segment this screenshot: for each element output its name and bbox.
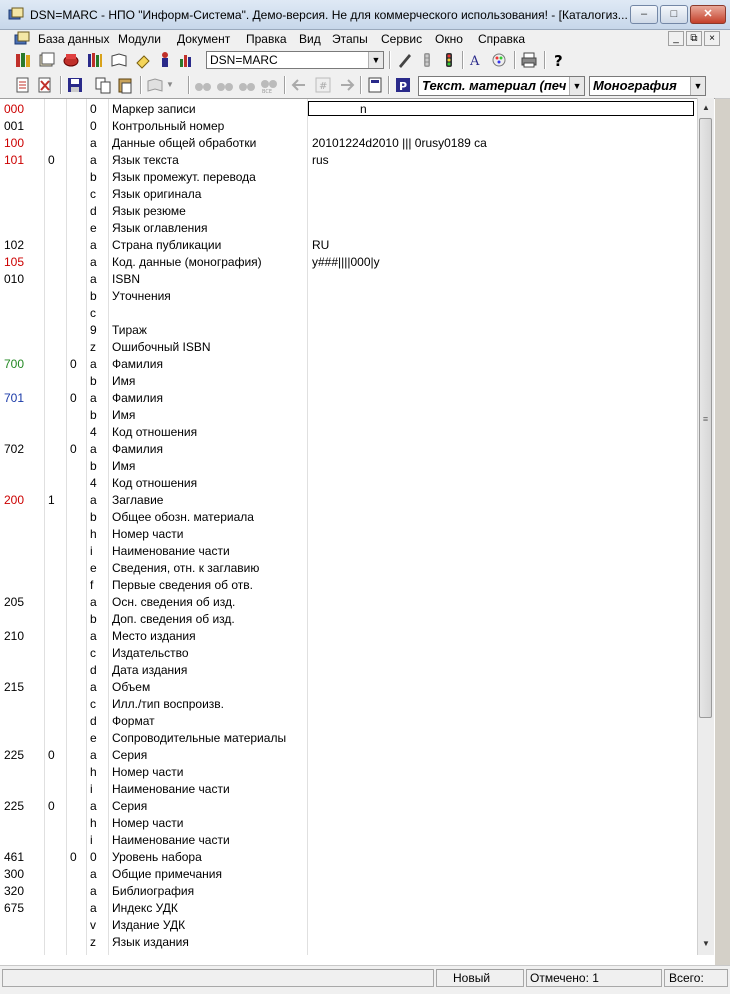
subfield-code: a: [90, 748, 97, 762]
marc-record-grid: [0, 98, 715, 956]
circulation-icon[interactable]: [86, 51, 104, 69]
copy-icon[interactable]: [94, 76, 112, 94]
paste-icon[interactable]: [116, 76, 134, 94]
chevron-down-icon[interactable]: ▼: [368, 52, 383, 68]
status-bar: [0, 965, 730, 994]
table-row[interactable]: [0, 611, 715, 628]
search-all-icon[interactable]: [260, 76, 278, 94]
field-name: Номер части: [112, 765, 184, 779]
material-type-value: Текст. материал (печ: [422, 78, 567, 93]
subfield-code: d: [90, 714, 97, 728]
chevron-down-icon[interactable]: ▼: [166, 80, 174, 89]
subfield-code: h: [90, 765, 97, 779]
field-name: Язык текста: [112, 153, 179, 167]
table-row[interactable]: [0, 849, 715, 866]
scroll-down-arrow-icon[interactable]: ▼: [702, 939, 710, 948]
delete-record-icon[interactable]: [36, 76, 54, 94]
font-icon[interactable]: [468, 51, 486, 69]
table-row[interactable]: [0, 288, 715, 305]
field-name: Ошибочный ISBN: [112, 340, 211, 354]
window-title: DSN=MARC - НПО "Информ-Система". Демо-версия. Не для коммерческого использования! - [Каталогиз...: [30, 8, 628, 22]
field-tag: 000: [4, 102, 25, 116]
field-name: Первые сведения об отв.: [112, 578, 253, 592]
table-row[interactable]: [0, 424, 715, 441]
table-row[interactable]: [0, 866, 715, 883]
search-prev-icon[interactable]: [216, 76, 234, 94]
subfield-code: a: [90, 136, 97, 150]
field-name: Страна публикации: [112, 238, 222, 252]
table-row[interactable]: [0, 696, 715, 713]
table-row[interactable]: [0, 594, 715, 611]
subfield-code: c: [90, 187, 96, 201]
table-row[interactable]: [0, 577, 715, 594]
record-kind-combo[interactable]: [589, 76, 706, 96]
child-minimize-button[interactable]: _: [668, 31, 684, 46]
toolbar-separator: [514, 51, 516, 69]
catalog-icon[interactable]: [38, 51, 56, 69]
table-row[interactable]: [0, 509, 715, 526]
field-name: ISBN: [112, 272, 141, 286]
field-name: Тираж: [112, 323, 147, 337]
subfield-code: a: [90, 357, 97, 371]
table-row[interactable]: [0, 458, 715, 475]
subfield-code: c: [90, 306, 96, 320]
field-name: Номер части: [112, 816, 184, 830]
field-name: Фамилия: [112, 391, 163, 405]
subfield-code: i: [90, 782, 93, 796]
table-row[interactable]: [0, 747, 715, 764]
table-row[interactable]: [0, 271, 715, 288]
properties-icon[interactable]: [394, 76, 412, 94]
table-row[interactable]: [0, 764, 715, 781]
subfield-code: 0: [90, 850, 97, 864]
calculator-icon[interactable]: [366, 76, 384, 94]
table-row[interactable]: [0, 152, 715, 169]
field-name: Осн. сведения об изд.: [112, 595, 236, 609]
table-row[interactable]: [0, 118, 715, 135]
table-row[interactable]: [0, 169, 715, 186]
subfield-code: a: [90, 493, 97, 507]
field-tag: 205: [4, 595, 25, 609]
field-name: Издательство: [112, 646, 189, 660]
field-name: Серия: [112, 799, 148, 813]
subfield-code: z: [90, 935, 96, 949]
material-type-combo[interactable]: [418, 76, 585, 96]
field-name: Код. данные (монография): [112, 255, 262, 269]
subfield-code: a: [90, 272, 97, 286]
field-name: Доп. сведения об изд.: [112, 612, 235, 626]
table-row[interactable]: [0, 492, 715, 509]
subfield-code: e: [90, 221, 97, 235]
toolbar-separator: [388, 76, 390, 94]
indicator-2: 0: [70, 391, 77, 405]
field-name: Библиография: [112, 884, 195, 898]
subfield-code: a: [90, 799, 97, 813]
field-value[interactable]: rus: [312, 153, 329, 167]
subfield-code: a: [90, 255, 97, 269]
menu-window[interactable]: Окно: [435, 32, 463, 46]
reader-icon[interactable]: [156, 51, 174, 69]
field-name: Язык резюме: [112, 204, 186, 218]
subfield-code: e: [90, 731, 97, 745]
chevron-down-icon[interactable]: ▼: [690, 77, 705, 95]
menu-stages[interactable]: Этапы: [332, 32, 368, 46]
field-tag: 320: [4, 884, 25, 898]
field-name: Илл./тип воспроизв.: [112, 697, 225, 711]
arrow-left-icon[interactable]: [290, 76, 308, 94]
app-icon: [8, 7, 24, 21]
toolbar-separator: [389, 51, 391, 69]
table-row[interactable]: [0, 883, 715, 900]
title-bar: [0, 0, 730, 30]
field-tag: 001: [4, 119, 25, 133]
menu-modules[interactable]: Модули: [118, 32, 161, 46]
toolbar-separator: [360, 76, 362, 94]
grid-bottom-edge: [0, 955, 715, 965]
vertical-scrollbar[interactable]: [697, 98, 714, 955]
table-row[interactable]: [0, 373, 715, 390]
menu-bar: [0, 30, 730, 49]
maximize-button[interactable]: □: [660, 5, 688, 24]
field-tag: 225: [4, 799, 25, 813]
subfield-code: a: [90, 884, 97, 898]
field-name: Индекс УДК: [112, 901, 178, 915]
menu-edit[interactable]: Правка: [246, 32, 287, 46]
menu-help[interactable]: Справка: [478, 32, 526, 46]
field-name: Фамилия: [112, 357, 163, 371]
subfield-code: h: [90, 816, 97, 830]
status-message: [2, 969, 434, 987]
menu-database[interactable]: База данных: [38, 32, 110, 46]
field-name: Контрольный номер: [112, 119, 225, 133]
binoculars-icon[interactable]: [194, 76, 212, 94]
subfield-code: c: [90, 697, 96, 711]
traffic-light-icon[interactable]: [440, 51, 458, 69]
record-kind-value: Монография: [593, 78, 677, 93]
field-value[interactable]: y###||||000|y: [312, 255, 380, 269]
indicator-1: 1: [48, 493, 55, 507]
toolbar-separator: [284, 76, 286, 94]
field-tag: 200: [4, 493, 25, 507]
table-row[interactable]: [0, 900, 715, 917]
field-name: Заглавие: [112, 493, 164, 507]
eraser-icon[interactable]: [134, 51, 152, 69]
color-palette-icon[interactable]: [490, 51, 508, 69]
table-row[interactable]: [0, 781, 715, 798]
toolbar-separator: [462, 51, 464, 69]
books-icon[interactable]: [14, 51, 32, 69]
subfield-code: i: [90, 833, 93, 847]
field-tag: 010: [4, 272, 25, 286]
svg-text:A: A: [470, 54, 480, 69]
table-row[interactable]: [0, 186, 715, 203]
subfield-code: a: [90, 680, 97, 694]
field-name: Код отношения: [112, 425, 198, 439]
database-combo-value: DSN=MARC: [210, 53, 278, 67]
indicator-2: 0: [70, 850, 77, 864]
field-name: Объем: [112, 680, 151, 694]
menu-view[interactable]: Вид: [299, 32, 321, 46]
field-tag: 675: [4, 901, 25, 915]
field-tag: 300: [4, 867, 25, 881]
svg-text:P: P: [399, 80, 408, 93]
field-name: Язык оглавления: [112, 221, 208, 235]
field-name: Дата издания: [112, 663, 188, 677]
subfield-code: b: [90, 459, 97, 473]
field-tag: 701: [4, 391, 25, 405]
subfield-code: 4: [90, 425, 97, 439]
field-name: Формат: [112, 714, 155, 728]
field-tag: 210: [4, 629, 25, 643]
toolbar-separator: [188, 76, 190, 94]
main-toolbar: [0, 48, 730, 73]
close-button[interactable]: ✕: [690, 5, 726, 24]
field-name: Имя: [112, 374, 136, 388]
field-tag: 100: [4, 136, 25, 150]
table-row[interactable]: [0, 101, 715, 118]
field-tag: 225: [4, 748, 25, 762]
field-tag: 105: [4, 255, 25, 269]
field-name: Сведения, отн. к заглавию: [112, 561, 260, 575]
field-name: Код отношения: [112, 476, 198, 490]
new-record-icon[interactable]: [14, 76, 32, 94]
search-next-icon[interactable]: [238, 76, 256, 94]
subfield-code: b: [90, 289, 97, 303]
field-name: Имя: [112, 459, 136, 473]
subfield-code: b: [90, 170, 97, 184]
indicator-2: 0: [70, 442, 77, 456]
traffic-light-grey-icon[interactable]: [418, 51, 436, 69]
table-row[interactable]: [0, 679, 715, 696]
document-icon: [14, 31, 30, 47]
table-row[interactable]: [0, 798, 715, 815]
subfield-code: b: [90, 510, 97, 524]
table-row[interactable]: [0, 203, 715, 220]
table-row[interactable]: [0, 407, 715, 424]
table-row[interactable]: [0, 441, 715, 458]
child-close-button[interactable]: ×: [704, 31, 720, 46]
field-tag: 215: [4, 680, 25, 694]
subfield-code: 4: [90, 476, 97, 490]
field-name: Серия: [112, 748, 148, 762]
indicator-1: 0: [48, 153, 55, 167]
record-toolbar: [0, 72, 730, 99]
field-name: Общие примечания: [112, 867, 222, 881]
table-row[interactable]: [0, 526, 715, 543]
subfield-code: b: [90, 612, 97, 626]
subfield-code: z: [90, 340, 96, 354]
field-name: Наименование части: [112, 833, 230, 847]
subfield-code: a: [90, 153, 97, 167]
table-row[interactable]: [0, 543, 715, 560]
subfield-code: a: [90, 901, 97, 915]
indicator-1: 0: [48, 748, 55, 762]
field-name: Наименование части: [112, 544, 230, 558]
arrow-right-icon[interactable]: [338, 76, 356, 94]
status-marked: Отмечено: 1: [526, 969, 662, 987]
table-row[interactable]: [0, 237, 715, 254]
field-tag: 102: [4, 238, 25, 252]
subfield-code: c: [90, 646, 96, 660]
subfield-code: 9: [90, 323, 97, 337]
toolbar-separator: [544, 51, 546, 69]
status-state: Новый: [436, 969, 524, 987]
svg-text:?: ?: [554, 52, 563, 69]
field-name: Язык промежут. перевода: [112, 170, 256, 184]
subfield-code: 0: [90, 102, 97, 116]
field-tag: 702: [4, 442, 25, 456]
field-name: Данные общей обработки: [112, 136, 257, 150]
chevron-down-icon[interactable]: ▼: [569, 77, 584, 95]
field-name: Уровень набора: [112, 850, 202, 864]
field-tag: 101: [4, 153, 25, 167]
svg-text:#: #: [319, 81, 328, 92]
minimize-button[interactable]: –: [630, 5, 658, 24]
table-row[interactable]: [0, 339, 715, 356]
field-name: Язык издания: [112, 935, 189, 949]
field-name: Наименование части: [112, 782, 230, 796]
table-row[interactable]: [0, 220, 715, 237]
table-row[interactable]: [0, 135, 715, 152]
field-tag: 700: [4, 357, 25, 371]
scroll-thumb[interactable]: ≡: [699, 118, 712, 718]
field-name: Издание УДК: [112, 918, 186, 932]
pen-icon[interactable]: [396, 51, 414, 69]
scroll-up-arrow-icon[interactable]: ▲: [702, 103, 710, 112]
field-name: Место издания: [112, 629, 196, 643]
field-value[interactable]: n: [360, 102, 367, 116]
subfield-code: i: [90, 544, 93, 558]
subfield-code: d: [90, 204, 97, 218]
field-name: Язык оригинала: [112, 187, 202, 201]
database-combo[interactable]: [206, 51, 384, 69]
table-row[interactable]: [0, 832, 715, 849]
field-name: Общее обозн. материала: [112, 510, 254, 524]
field-name: Фамилия: [112, 442, 163, 456]
book-check-icon[interactable]: [146, 76, 164, 94]
table-row[interactable]: [0, 356, 715, 373]
field-tag: 461: [4, 850, 25, 864]
field-name: Уточнения: [112, 289, 171, 303]
subfield-code: v: [90, 918, 96, 932]
menu-service[interactable]: Сервис: [381, 32, 423, 46]
table-row[interactable]: [0, 475, 715, 492]
field-value[interactable]: RU: [312, 238, 330, 252]
status-total: Всего:: [664, 969, 728, 987]
table-row[interactable]: [0, 390, 715, 407]
field-name: Имя: [112, 408, 136, 422]
help-icon[interactable]: [550, 51, 568, 69]
subfield-code: e: [90, 561, 97, 575]
table-row[interactable]: [0, 322, 715, 339]
subfield-code: h: [90, 527, 97, 541]
table-row[interactable]: [0, 917, 715, 934]
table-row[interactable]: [0, 305, 715, 322]
table-row[interactable]: [0, 934, 715, 951]
toolbar-separator: [60, 76, 62, 94]
subfield-code: b: [90, 374, 97, 388]
record-number-icon[interactable]: [314, 76, 332, 94]
subfield-code: 0: [90, 119, 97, 133]
menu-document[interactable]: Документ: [177, 32, 231, 46]
table-row[interactable]: [0, 560, 715, 577]
indicator-1: 0: [48, 799, 55, 813]
child-restore-button[interactable]: ⧉: [686, 31, 702, 46]
field-name: Маркер записи: [112, 102, 196, 116]
print-icon[interactable]: [520, 51, 538, 69]
subfield-code: a: [90, 867, 97, 881]
book-open-icon[interactable]: [110, 51, 128, 69]
subfield-code: d: [90, 663, 97, 677]
table-row[interactable]: [0, 713, 715, 730]
subfield-code: a: [90, 391, 97, 405]
subfield-code: a: [90, 629, 97, 643]
indicator-2: 0: [70, 357, 77, 371]
stats-icon[interactable]: [178, 51, 196, 69]
table-row[interactable]: [0, 254, 715, 271]
field-name: Номер части: [112, 527, 184, 541]
acquisition-icon[interactable]: [62, 51, 80, 69]
toolbar-separator: [140, 76, 142, 94]
table-row[interactable]: [0, 730, 715, 747]
table-row[interactable]: [0, 645, 715, 662]
subfield-code: f: [90, 578, 94, 592]
subfield-code: a: [90, 595, 97, 609]
table-row[interactable]: [0, 815, 715, 832]
subfield-code: a: [90, 442, 97, 456]
subfield-code: b: [90, 408, 97, 422]
table-row[interactable]: [0, 662, 715, 679]
table-row[interactable]: [0, 628, 715, 645]
field-value[interactable]: 20101224d2010 ||| 0rusy0189 ca: [312, 136, 487, 150]
subfield-code: a: [90, 238, 97, 252]
save-icon[interactable]: [66, 76, 84, 94]
svg-text:ВСЕ: ВСЕ: [262, 89, 273, 94]
field-name: Сопроводительные материалы: [112, 731, 287, 745]
